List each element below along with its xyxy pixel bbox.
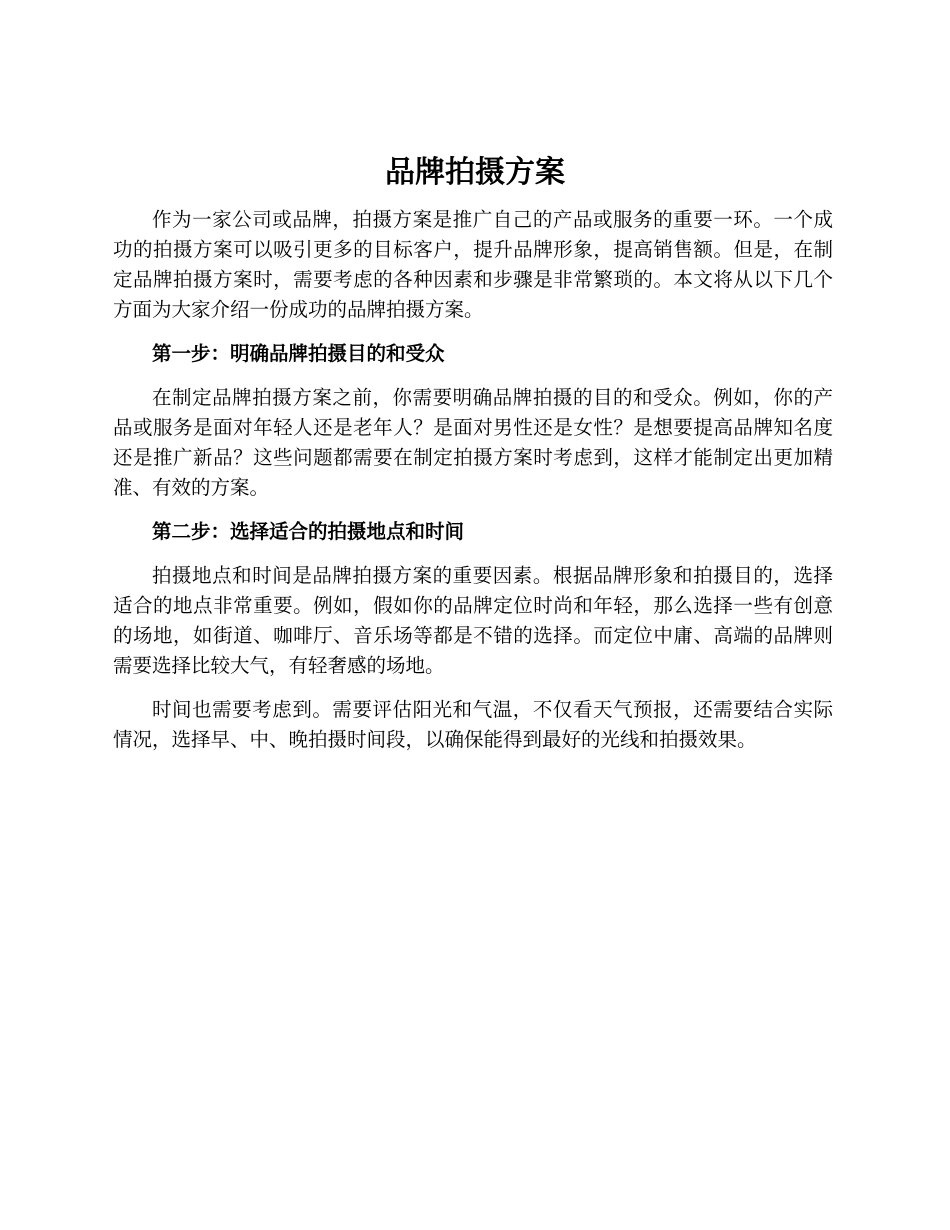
section-1-paragraph: 在制定品牌拍摄方案之前，你需要明确品牌拍摄的目的和受众。例如，你的产品或服务是面对年轻人还是老年人？是面对男性还是女性？是想要提高品牌知名度还是推广新品？这些问题都需要在制定拍摄方案时考虑到，这样才能制定出更加精准、有效的方案。 — [113, 386, 833, 499]
section-2-paragraph-1: 拍摄地点和时间是品牌拍摄方案的重要因素。根据品牌形象和拍摄目的，选择适合的地点非常重要。例如，假如你的品牌定位时尚和年轻，那么选择一些有创意的场地，如街道、咖啡厅、音乐场等都是不错的选择。而定位中庸、高端的品牌则需要选择比较大气，有轻奢感的场地。 — [113, 564, 833, 677]
document-body — [113, 205, 833, 769]
section-2-heading: 第二步：选择适合的拍摄地点和时间 — [152, 520, 465, 543]
document-title: 品牌拍摄方案 — [385, 155, 565, 190]
intro-paragraph: 作为一家公司或品牌，拍摄方案是推广自己的产品或服务的重要一环。一个成功的拍摄方案可以吸引更多的目标客户，提升品牌形象，提高销售额。但是，在制定品牌拍摄方案时，需要考虑的各种因素和步骤是非常繁琐的。本文将从以下几个方面为大家介绍一份成功的品牌拍摄方案。 — [113, 208, 833, 321]
section-1-heading: 第一步：明确品牌拍摄目的和受众 — [152, 342, 445, 365]
section-2-paragraph-2: 时间也需要考虑到。需要评估阳光和气温，不仅看天气预报，还需要结合实际情况，选择早、中、晚拍摄时间段，以确保能得到最好的光线和拍摄效果。 — [113, 698, 833, 751]
